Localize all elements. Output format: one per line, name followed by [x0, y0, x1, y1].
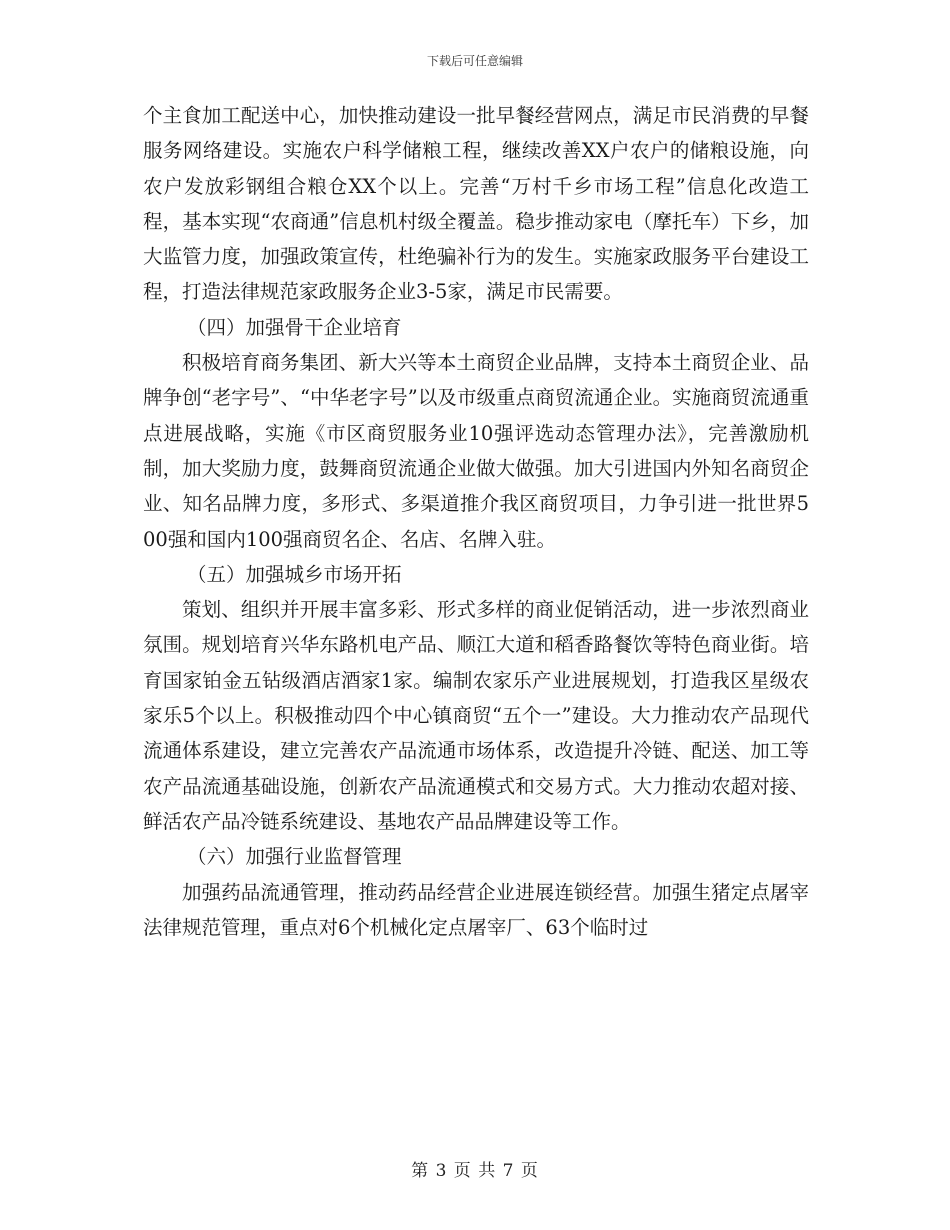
paragraph-section-6: 加强药品流通管理，推动药品经营企业进展连锁经营。加强生猪定点屠宰法律规范管理，重点对6个机械化定点屠宰厂、63个临时过 [143, 880, 809, 939]
page-number: 第 3 页 共 7 页 [411, 1161, 539, 1181]
paragraph-section-5: 策划、组织并开展丰富多彩、形式多样的商业促销活动，进一步浓烈商业氛围。规划培育兴华东路机电产品、顺江大道和稻香路餐饮等特色商业街。培育国家铂金五钻级酒店酒家1家。编制农家乐产业进展规划，打造我区星级农家乐5个以上。积极推动四个中心镇商贸“五个一”建设。大力推动农产品现代流通体系建设，建立完善农产品流通市场体系，改造提升冷链、配送、加工等农产品流通基础设施，创新农产品流通模式和交易方式。大力推动农超对接、鲜活农产品冷链系统建设、基地农产品品牌建设等工作。 [143, 598, 809, 833]
paragraph-continued: 个主食加工配送中心，加快推动建设一批早餐经营网点，满足市民消费的早餐服务网络建设。实施农户科学储粮工程，继续改善XX户农户的储粮设施，向农户发放彩钢组合粮仓XX个以上。完善“万村千乡市场工程”信息化改造工程，基本实现“农商通”信息机村级全覆盖。稳步推动家电（摩托车）下乡，加大监管力度，加强政策宣传，杜绝骗补行为的发生。实施家政服务平台建设工程，打造法律规范家政服务企业3-5家，满足市民需要。 [143, 104, 809, 304]
section-heading-5: （五）加强城乡市场开拓 [187, 562, 402, 586]
section-heading-4: （四）加强骨干企业培育 [187, 315, 402, 339]
section-heading-6: （六）加强行业监督管理 [187, 845, 402, 869]
header-note: 下载后可任意编辑 [426, 54, 523, 68]
document-body [143, 98, 809, 945]
paragraph-section-4: 积极培育商务集团、新大兴等本土商贸企业品牌，支持本土商贸企业、品牌争创“老字号”、“中华老字号”以及市级重点商贸流通企业。实施商贸流通重点进展战略，实施《市区商贸服务业10强评选动态管理办法》，完善激励机制，加大奖励力度，鼓舞商贸流通企业做大做强。加大引进国内外知名商贸企业、知名品牌力度，多形式、多渠道推介我区商贸项目，力争引进一批世界500强和国内100强商贸名企、名店、名牌入驻。 [143, 351, 809, 551]
